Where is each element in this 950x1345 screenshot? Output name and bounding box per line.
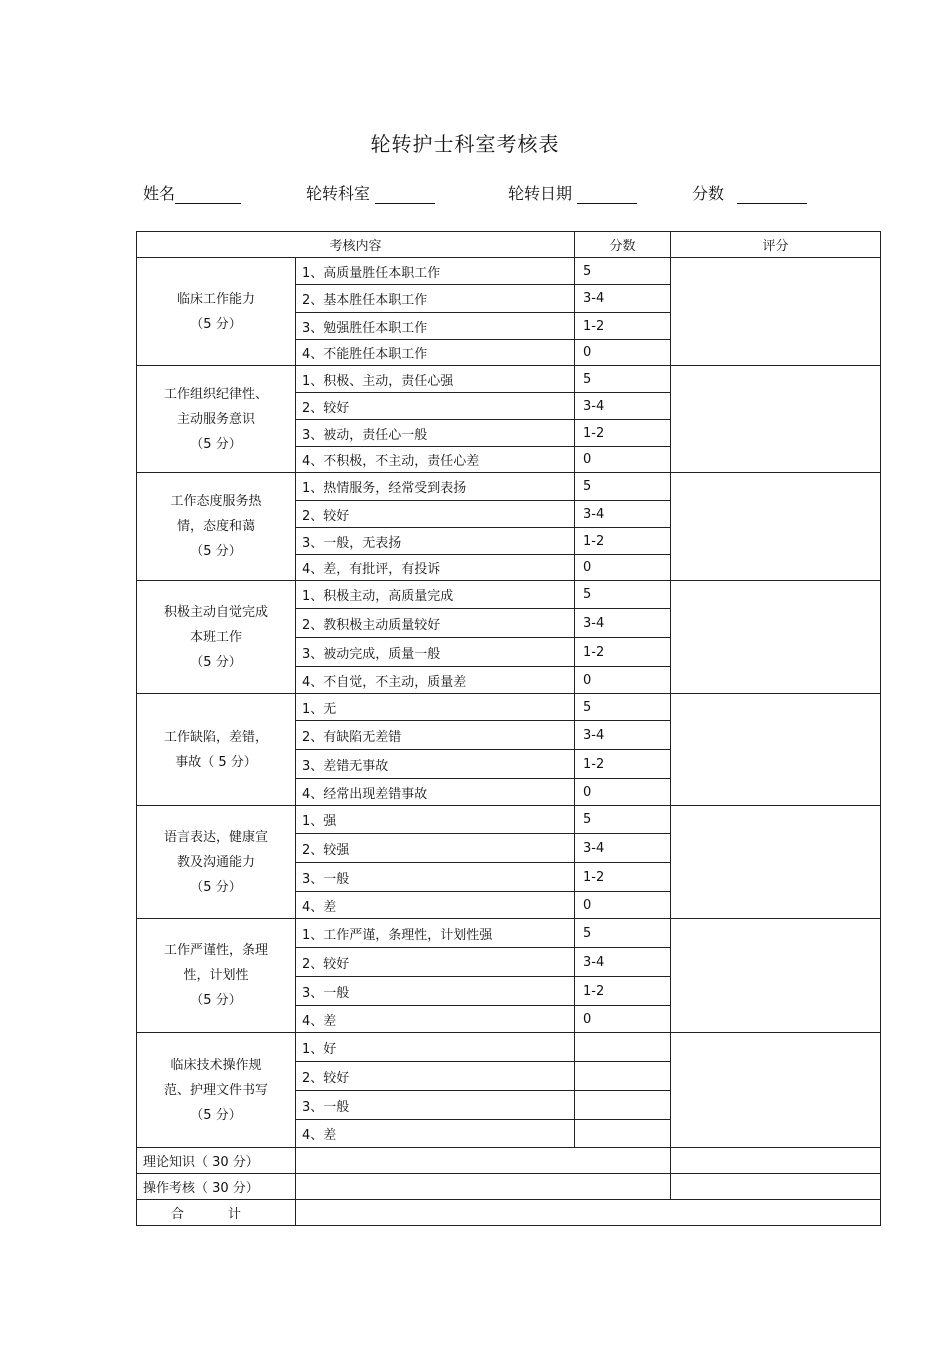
name-label: 姓名 — [143, 184, 176, 203]
criterion-row — [137, 258, 881, 285]
score-blank[interactable] — [737, 185, 807, 204]
criterion-text: 1、高质量胜任本职工作 — [296, 258, 575, 285]
criterion-row — [137, 473, 881, 501]
criterion-row — [137, 919, 881, 948]
category-cell — [137, 1033, 296, 1148]
criterion-text: 3、一般 — [296, 977, 575, 1006]
score-value: 0 — [575, 779, 671, 806]
category-cell — [137, 473, 296, 581]
category-line: 本班工作 — [189, 629, 242, 645]
score-value: 1-2 — [575, 313, 671, 340]
evaluation-cell[interactable] — [671, 1033, 881, 1148]
score-value: 1-2 — [575, 750, 671, 779]
summary-label: 操作考核（ 30 分） — [137, 1174, 296, 1200]
form-title: 轮转护士科室考核表 — [370, 132, 560, 156]
category-line: 临床工作能力 — [176, 291, 255, 307]
criterion-row — [137, 581, 881, 609]
header-score: 分数 — [575, 232, 671, 258]
criterion-text: 2、有缺陷无差错 — [296, 721, 575, 750]
score-value: 0 — [575, 555, 671, 581]
evaluation-cell[interactable] — [671, 473, 881, 581]
category-line: （5 分） — [190, 993, 242, 1008]
date-label: 轮转日期 — [508, 184, 573, 203]
category-cell — [137, 694, 296, 806]
criterion-row — [137, 366, 881, 393]
category-line: （5 分） — [190, 316, 242, 332]
score-value: 0 — [575, 892, 671, 919]
criterion-text: 1、好 — [296, 1033, 575, 1062]
summary-row — [137, 1174, 881, 1200]
score-value — [575, 1062, 671, 1091]
evaluation-cell[interactable] — [671, 581, 881, 694]
category-cell — [137, 258, 296, 366]
summary-row — [137, 1148, 881, 1174]
criterion-row — [137, 1033, 881, 1062]
category-line: 范、护理文件书写 — [163, 1082, 268, 1098]
score-value — [575, 1120, 671, 1148]
header-content: 考核内容 — [137, 232, 575, 258]
score-value: 0 — [575, 447, 671, 473]
criterion-text: 1、强 — [296, 806, 575, 834]
criterion-text: 3、一般 — [296, 863, 575, 892]
category-line: 临床技术操作规 — [170, 1057, 262, 1073]
criterion-text: 3、一般，无表扬 — [296, 528, 575, 555]
score-value: 1-2 — [575, 977, 671, 1006]
name-blank[interactable] — [175, 185, 241, 204]
category-cell — [137, 581, 296, 694]
criterion-text: 4、不积极，不主动，责任心差 — [296, 447, 575, 473]
score-value: 3-4 — [575, 834, 671, 863]
score-value — [575, 1033, 671, 1062]
category-cell — [137, 919, 296, 1033]
criterion-text: 4、差 — [296, 1006, 575, 1033]
score-value: 5 — [575, 581, 671, 609]
header-row — [137, 232, 881, 258]
category-cell — [137, 366, 296, 473]
score-value: 1-2 — [575, 420, 671, 447]
criterion-text: 4、差，有批评，有投诉 — [296, 555, 575, 581]
score-value: 5 — [575, 694, 671, 721]
summary-score-cell[interactable] — [296, 1148, 671, 1174]
criterion-text: 4、不能胜任本职工作 — [296, 340, 575, 366]
score-value: 5 — [575, 473, 671, 501]
category-line: 工作缺陷，差错， — [163, 729, 268, 745]
criterion-text: 2、较强 — [296, 834, 575, 863]
summary-score-cell[interactable] — [296, 1174, 671, 1200]
evaluation-cell[interactable] — [671, 806, 881, 919]
category-line: （5 分） — [190, 1107, 242, 1123]
criterion-text: 2、较好 — [296, 1062, 575, 1091]
date-field[interactable] — [508, 181, 637, 204]
score-value: 3-4 — [575, 285, 671, 313]
total-value-cell[interactable] — [296, 1200, 881, 1226]
assessment-table — [136, 231, 881, 1226]
criterion-text: 3、一般 — [296, 1091, 575, 1120]
criterion-text: 3、被动，责任心一般 — [296, 420, 575, 447]
criterion-text: 1、热情服务，经常受到表扬 — [296, 473, 575, 501]
score-value: 3-4 — [575, 721, 671, 750]
criterion-text: 2、较好 — [296, 393, 575, 420]
total-row — [137, 1200, 881, 1226]
category-line: （5 分） — [190, 544, 242, 559]
dept-label: 轮转科室 — [306, 184, 371, 203]
score-value — [575, 1091, 671, 1120]
header-evaluation: 评分 — [671, 232, 881, 258]
category-line: 积极主动自觉完成 — [163, 604, 268, 620]
score-value: 0 — [575, 340, 671, 366]
score-field[interactable] — [692, 181, 807, 204]
score-value: 3-4 — [575, 609, 671, 638]
summary-evaluation-cell[interactable] — [671, 1174, 881, 1200]
criterion-text: 2、基本胜任本职工作 — [296, 285, 575, 313]
criterion-text: 2、较好 — [296, 501, 575, 528]
category-line: 主动服务意识 — [176, 411, 255, 427]
category-line: 工作严谨性，条理 — [163, 943, 268, 958]
score-label: 分数 — [692, 184, 725, 203]
criterion-text: 4、差 — [296, 892, 575, 919]
score-value: 0 — [575, 667, 671, 694]
category-line: 工作态度服务热 — [170, 494, 262, 509]
evaluation-cell[interactable] — [671, 919, 881, 1033]
score-value: 0 — [575, 1006, 671, 1033]
category-line: 事故（ 5 分） — [175, 754, 257, 770]
criterion-text: 1、积极、主动，责任心强 — [296, 366, 575, 393]
evaluation-cell[interactable] — [671, 694, 881, 806]
criterion-text: 3、被动完成，质量一般 — [296, 638, 575, 667]
criterion-text: 2、教积极主动质量较好 — [296, 609, 575, 638]
criterion-row — [137, 694, 881, 721]
criterion-text: 3、勉强胜任本职工作 — [296, 313, 575, 340]
score-value: 5 — [575, 258, 671, 285]
score-value: 3-4 — [575, 948, 671, 977]
score-value: 5 — [575, 806, 671, 834]
name-field[interactable] — [143, 181, 241, 204]
summary-evaluation-cell[interactable] — [671, 1148, 881, 1174]
category-line: 教及沟通能力 — [176, 854, 255, 870]
category-line: 情，态度和蔼 — [176, 519, 255, 534]
date-blank[interactable] — [577, 185, 637, 204]
score-value: 5 — [575, 919, 671, 948]
dept-blank[interactable] — [375, 185, 435, 204]
category-line: 语言表达，健康宣 — [163, 829, 268, 845]
category-line: （5 分） — [190, 654, 242, 670]
criterion-text: 1、无 — [296, 694, 575, 721]
category-line: 性，计划性 — [183, 968, 249, 983]
criterion-text: 1、积极主动，高质量完成 — [296, 581, 575, 609]
category-cell — [137, 806, 296, 919]
criterion-text: 4、不自觉，不主动，质量差 — [296, 667, 575, 694]
score-value: 1-2 — [575, 638, 671, 667]
criterion-row — [137, 806, 881, 834]
criterion-text: 3、差错无事故 — [296, 750, 575, 779]
score-value: 3-4 — [575, 501, 671, 528]
dept-field[interactable] — [306, 181, 435, 204]
summary-label: 理论知识（ 30 分） — [137, 1148, 296, 1174]
score-value: 1-2 — [575, 863, 671, 892]
score-value: 1-2 — [575, 528, 671, 555]
score-value: 3-4 — [575, 393, 671, 420]
criterion-text: 4、经常出现差错事故 — [296, 779, 575, 806]
category-line: （5 分） — [190, 436, 242, 452]
criterion-text: 2、较好 — [296, 948, 575, 977]
criterion-text: 1、工作严谨，条理性，计划性强 — [296, 919, 575, 948]
score-value: 5 — [575, 366, 671, 393]
evaluation-cell[interactable] — [671, 258, 881, 366]
total-label: 合 计 — [137, 1200, 296, 1226]
criterion-text: 4、差 — [296, 1120, 575, 1148]
evaluation-cell[interactable] — [671, 366, 881, 473]
category-line: 工作组织纪律性、 — [163, 386, 268, 402]
category-line: （5 分） — [190, 879, 242, 895]
